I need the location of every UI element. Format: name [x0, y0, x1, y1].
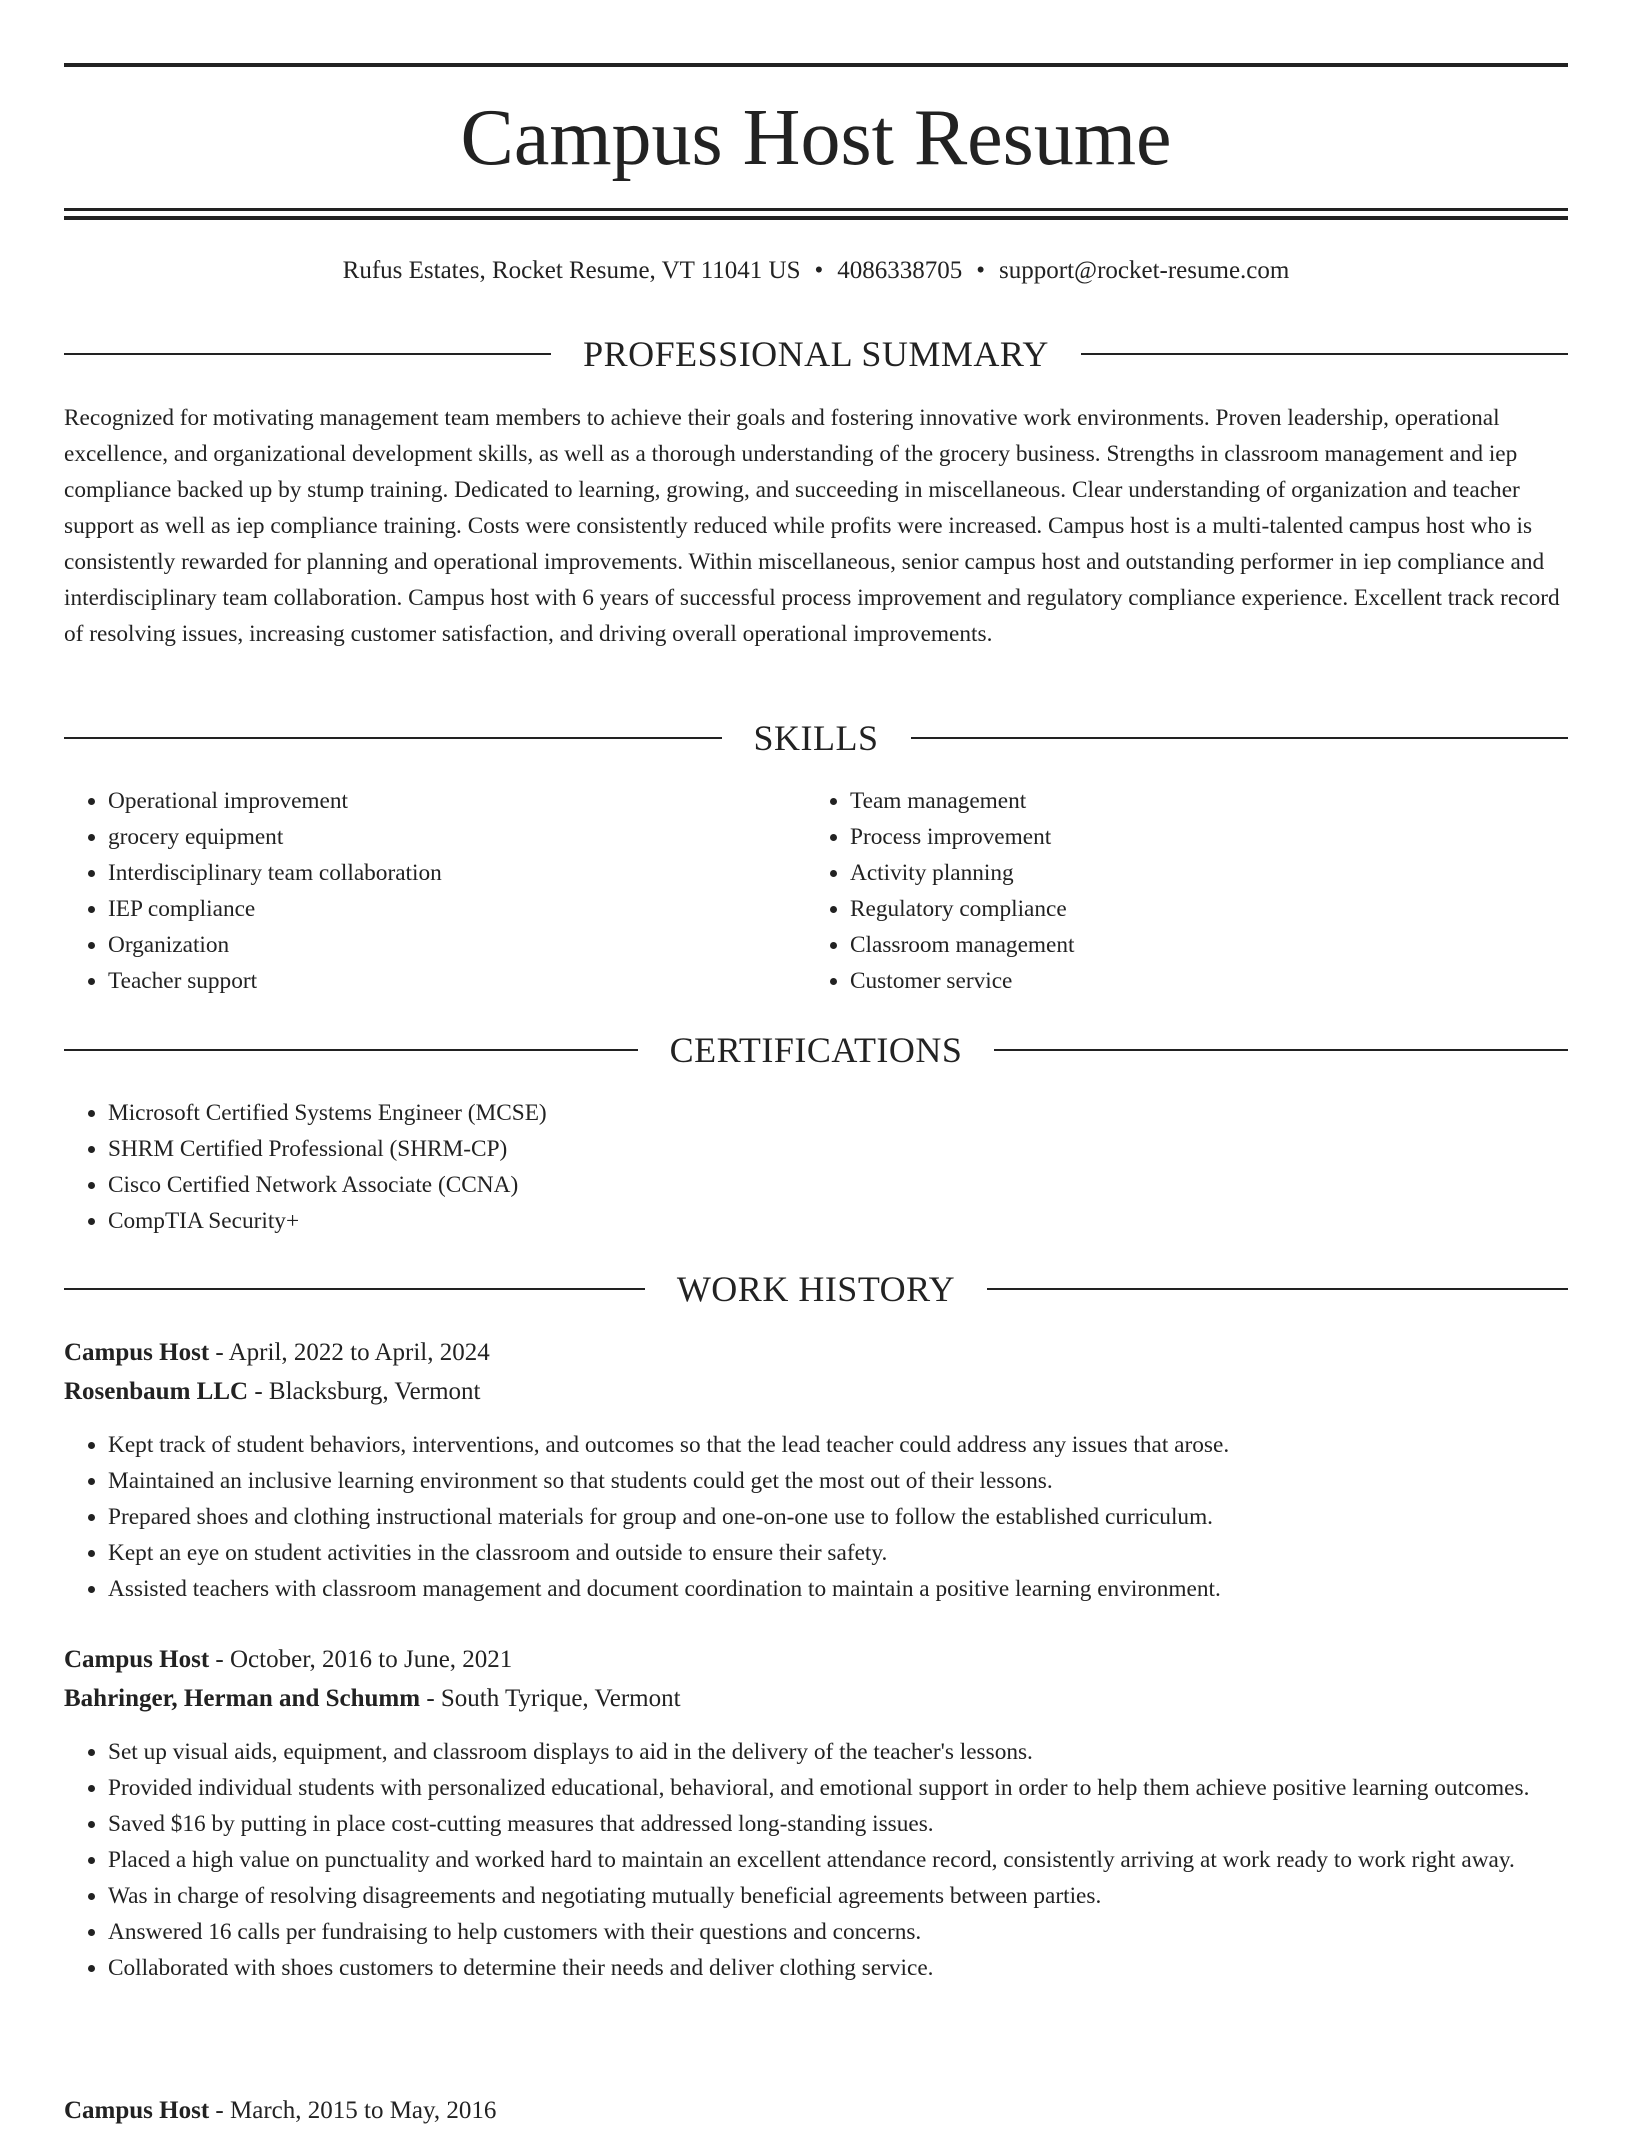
skill-item: • Customer service [850, 963, 1550, 999]
job-location: - South Tyrique, Vermont [420, 1685, 681, 1712]
skill-item: • Organization [108, 927, 808, 963]
skill-item: • grocery equipment [108, 819, 808, 855]
contact-email: support@rocket-resume.com [999, 257, 1290, 284]
job-bullet: • Was in charge of resolving disagreements and negotiating mutually beneficial agreements between parties. [108, 1878, 1568, 1914]
job-location: - Blacksburg, Vermont [248, 1378, 481, 1405]
heading-rule-right [987, 1288, 1568, 1290]
certifications-list [64, 1095, 1568, 1239]
skills-heading-text: SKILLS [753, 718, 879, 758]
page-title: Campus Host Resume [460, 94, 1172, 182]
heading-rule-left [64, 353, 551, 355]
job-bullet: • Kept track of student behaviors, interventions, and outcomes so that the lead teacher could address any issues that arose. [108, 1427, 1568, 1463]
job-title-line [64, 2092, 1568, 2130]
summary-text: Recognized for motivating management team members to achieve their goals and fostering innovative work environments. Proven leadership, operational excellence, and organizational development skills, as well as a thorough understanding of the grocery business. Strengths in classroom management and iep compliance backed up by stump training. Dedicated to learning, growing, and succeeding in miscellaneous. Clear understanding of organization and teacher support as well as iep compliance training. Costs were consistently reduced while profits were increased. Campus host is a multi-talented campus host who is consistently rewarded for planning and operational improvements. Within miscellaneous, senior campus host and outstanding performer in iep compliance and interdisciplinary team collaboration. Campus host with 6 years of successful process improvement and regulatory compliance experience. Excellent track record of resolving issues, increasing customer satisfaction, and driving overall operational improvements. [64, 405, 1560, 647]
contact-line [64, 254, 1568, 288]
heading-rule-right [994, 1049, 1568, 1051]
skill-item: • Activity planning [850, 855, 1550, 891]
certifications-heading [64, 1028, 1568, 1072]
skills-heading [64, 716, 1568, 760]
job-company: Bahringer, Herman and Schumm [64, 1685, 421, 1712]
job-company-line [64, 1373, 1568, 1411]
job-bullet: • Prepared shoes and clothing instructional materials for group and one-on-one use to follow the established curriculum. [108, 1499, 1568, 1535]
job-bullet: • Placed a high value on punctuality and worked hard to maintain an excellent attendance record, consistently arriving at work ready to work right away. [108, 1842, 1568, 1878]
skill-item: • IEP compliance [108, 891, 808, 927]
certification-item: • CompTIA Security+ [108, 1203, 1568, 1239]
job-title: Campus Host [64, 1339, 210, 1366]
job-dates: - October, 2016 to June, 2021 [209, 1646, 513, 1673]
job-bullet: • Assisted teachers with classroom management and document coordination to maintain a positive learning environment. [108, 1571, 1568, 1607]
skill-item: • Teacher support [108, 963, 808, 999]
certification-item: • Microsoft Certified Systems Engineer (MCSE) [108, 1095, 1568, 1131]
summary-heading-text: PROFESSIONAL SUMMARY [583, 334, 1049, 374]
job-dates: - March, 2015 to May, 2016 [209, 2097, 497, 2124]
job-bullet: • Answered 16 calls per fundraising to help customers with their questions and concerns. [108, 1914, 1568, 1950]
job-company-line [64, 1680, 1568, 1718]
heading-rule-right [1081, 353, 1568, 355]
job-dates: - April, 2022 to April, 2024 [209, 1339, 490, 1366]
summary-heading [64, 332, 1568, 376]
contact-separator: • [814, 257, 824, 284]
skill-item: • Classroom management [850, 927, 1550, 963]
skill-item: • Operational improvement [108, 783, 808, 819]
heading-rule-left [64, 1049, 638, 1051]
certification-item: • Cisco Certified Network Associate (CCNA) [108, 1167, 1568, 1203]
contact-address: Rufus Estates, Rocket Resume, VT 11041 US [342, 257, 801, 284]
header-top-rule [64, 63, 1568, 67]
work-history-heading [64, 1267, 1568, 1311]
skills-list-left [64, 783, 808, 999]
contact-phone: 4086338705 [837, 257, 963, 284]
skill-item: • Team management [850, 783, 1550, 819]
header-double-rule-lower [64, 216, 1568, 220]
job-title: Campus Host [64, 1646, 210, 1673]
skill-item: • Interdisciplinary team collaboration [108, 855, 808, 891]
heading-rule-right [911, 737, 1569, 739]
heading-rule-left [64, 737, 722, 739]
job-bullet: • Set up visual aids, equipment, and classroom displays to aid in the delivery of the teacher's lessons. [108, 1734, 1568, 1770]
job-bullets [64, 1427, 1568, 1607]
job-bullet: • Kept an eye on student activities in the classroom and outside to ensure their safety. [108, 1535, 1568, 1571]
certifications-heading-text: CERTIFICATIONS [669, 1030, 963, 1070]
skill-item: • Regulatory compliance [850, 891, 1550, 927]
job-title-line [64, 1641, 1568, 1679]
job-bullet: • Collaborated with shoes customers to determine their needs and deliver clothing service. [108, 1950, 1568, 1986]
heading-rule-left [64, 1288, 645, 1290]
work-history-heading-text: WORK HISTORY [676, 1269, 956, 1309]
job-bullet: • Maintained an inclusive learning environment so that students could get the most out of their lessons. [108, 1463, 1568, 1499]
skill-item: • Process improvement [850, 819, 1550, 855]
job-bullet: • Saved $16 by putting in place cost-cutting measures that addressed long-standing issues. [108, 1806, 1568, 1842]
job-bullet: • Provided individual students with personalized educational, behavioral, and emotional support in order to help them achieve positive learning outcomes. [108, 1770, 1568, 1806]
job-title-line [64, 1334, 1568, 1372]
skills-list-right [806, 783, 1550, 999]
certification-item: • SHRM Certified Professional (SHRM-CP) [108, 1131, 1568, 1167]
job-company: Rosenbaum LLC [64, 1378, 249, 1405]
header-double-rule-upper [64, 208, 1568, 211]
job-bullets [64, 1734, 1568, 1986]
job-title: Campus Host [64, 2097, 210, 2124]
contact-separator: • [976, 257, 986, 284]
